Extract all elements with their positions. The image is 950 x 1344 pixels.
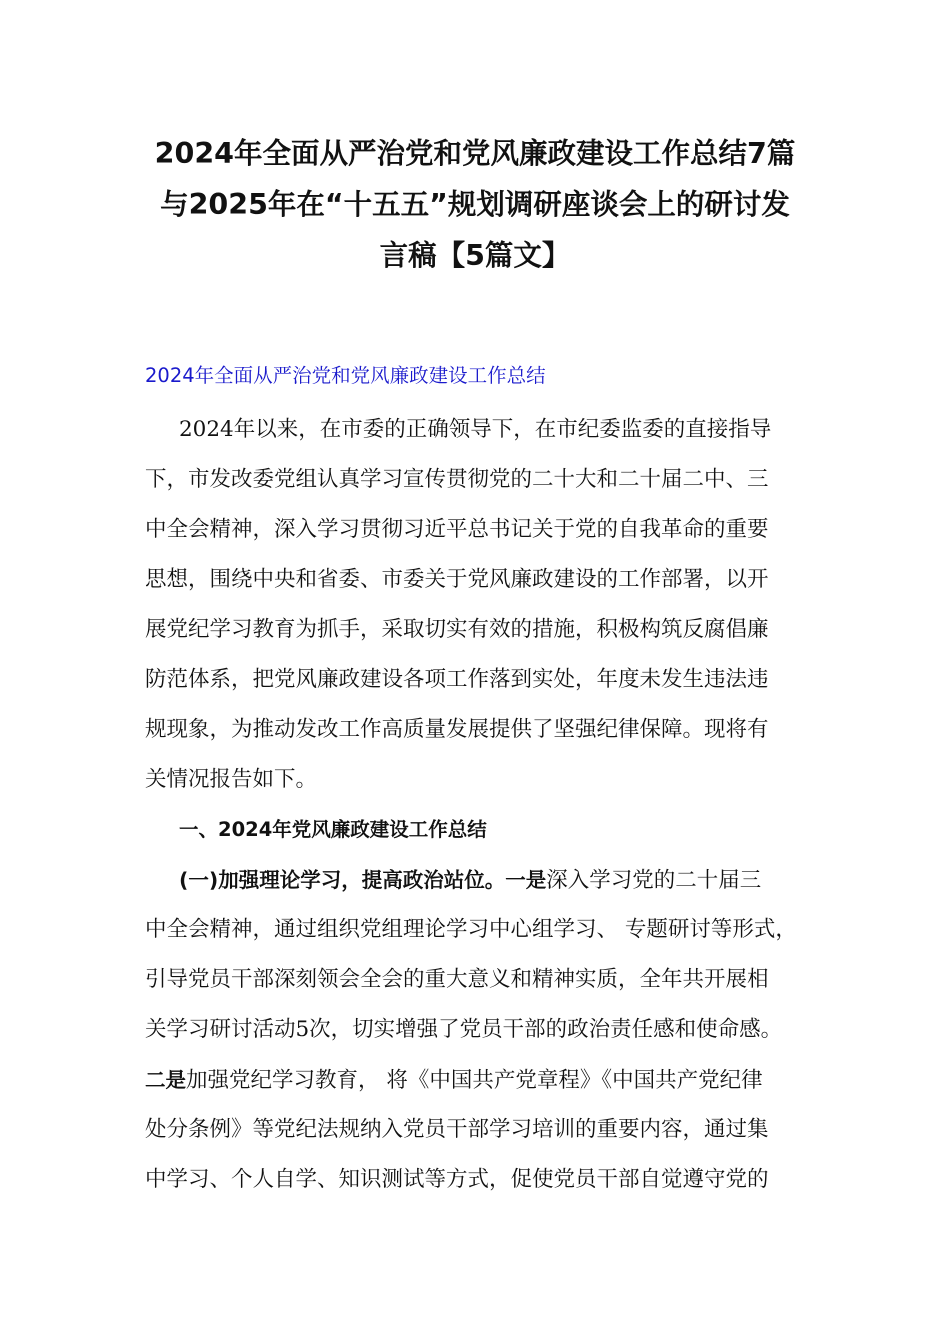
paragraph-line: 处分条例》等党纪法规纳入党员干部学习培训的重要内容，通过集 xyxy=(145,1117,769,1142)
paragraph-line: 展党纪学习教育为抓手，采取切实有效的措施，积极构筑反腐倡廉 xyxy=(145,617,769,642)
paragraph-line: 关学习研讨活动5次，切实增强了党员干部的政治责任感和使命感。 xyxy=(145,1017,783,1042)
line-text: 深入学习党的二十届三 xyxy=(546,868,762,893)
bold-lead: (一)加强理论学习，提高政治站位。一是 xyxy=(179,868,547,892)
paragraph-line: 下，市发改委党组认真学习宣传贯彻党的二十大和二十届二中、三 xyxy=(145,467,769,492)
paragraph-line: 规现象，为推动发改工作高质量发展提供了坚强纪律保障。现将有 xyxy=(145,717,769,742)
paragraph-line: 防范体系，把党风廉政建设各项工作落到实处，年度未发生违法违 xyxy=(145,667,769,692)
paragraph-line: 中学习、个人自学、知识测试等方式，促使党员干部自觉遵守党的 xyxy=(145,1167,769,1192)
paragraph-line: 中全会精神，深入学习贯彻习近平总书记关于党的自我革命的重要 xyxy=(145,517,769,542)
section-subheading: 2024年全面从严治党和党风廉政建设工作总结 xyxy=(145,364,546,387)
paragraph-line xyxy=(145,855,815,905)
paragraph-line: 引导党员干部深刻领会全会的重大意义和精神实质，全年共开展相 xyxy=(145,967,769,992)
document-body xyxy=(145,405,815,1205)
document-title xyxy=(120,128,830,281)
paragraph-line: 关情况报告如下。 xyxy=(145,767,318,792)
title-line: 与2025年在“十五五”规划调研座谈会上的研讨发 xyxy=(160,188,790,221)
bold-lead: 二是 xyxy=(145,1068,186,1092)
title-line: 2024年全面从严治党和党风廉政建设工作总结7篇 xyxy=(154,137,796,170)
paragraph-line: 思想，围绕中央和省委、市委关于党风廉政建设的工作部署，以开 xyxy=(145,567,769,592)
paragraph-line: 中全会精神，通过组织党组理论学习中心组学习、 专题研讨等形式， xyxy=(145,917,797,942)
section-heading: 一、2024年党风廉政建设工作总结 xyxy=(179,818,487,841)
line-text: 加强党纪学习教育， 将《中国共产党章程》《中国共产党纪律 xyxy=(186,1068,763,1093)
paragraph-line: 2024年以来，在市委的正确领导下，在市纪委监委的直接指导 xyxy=(179,417,772,442)
paragraph-line xyxy=(145,1055,815,1105)
title-line: 言稿【5篇文】 xyxy=(379,239,571,272)
